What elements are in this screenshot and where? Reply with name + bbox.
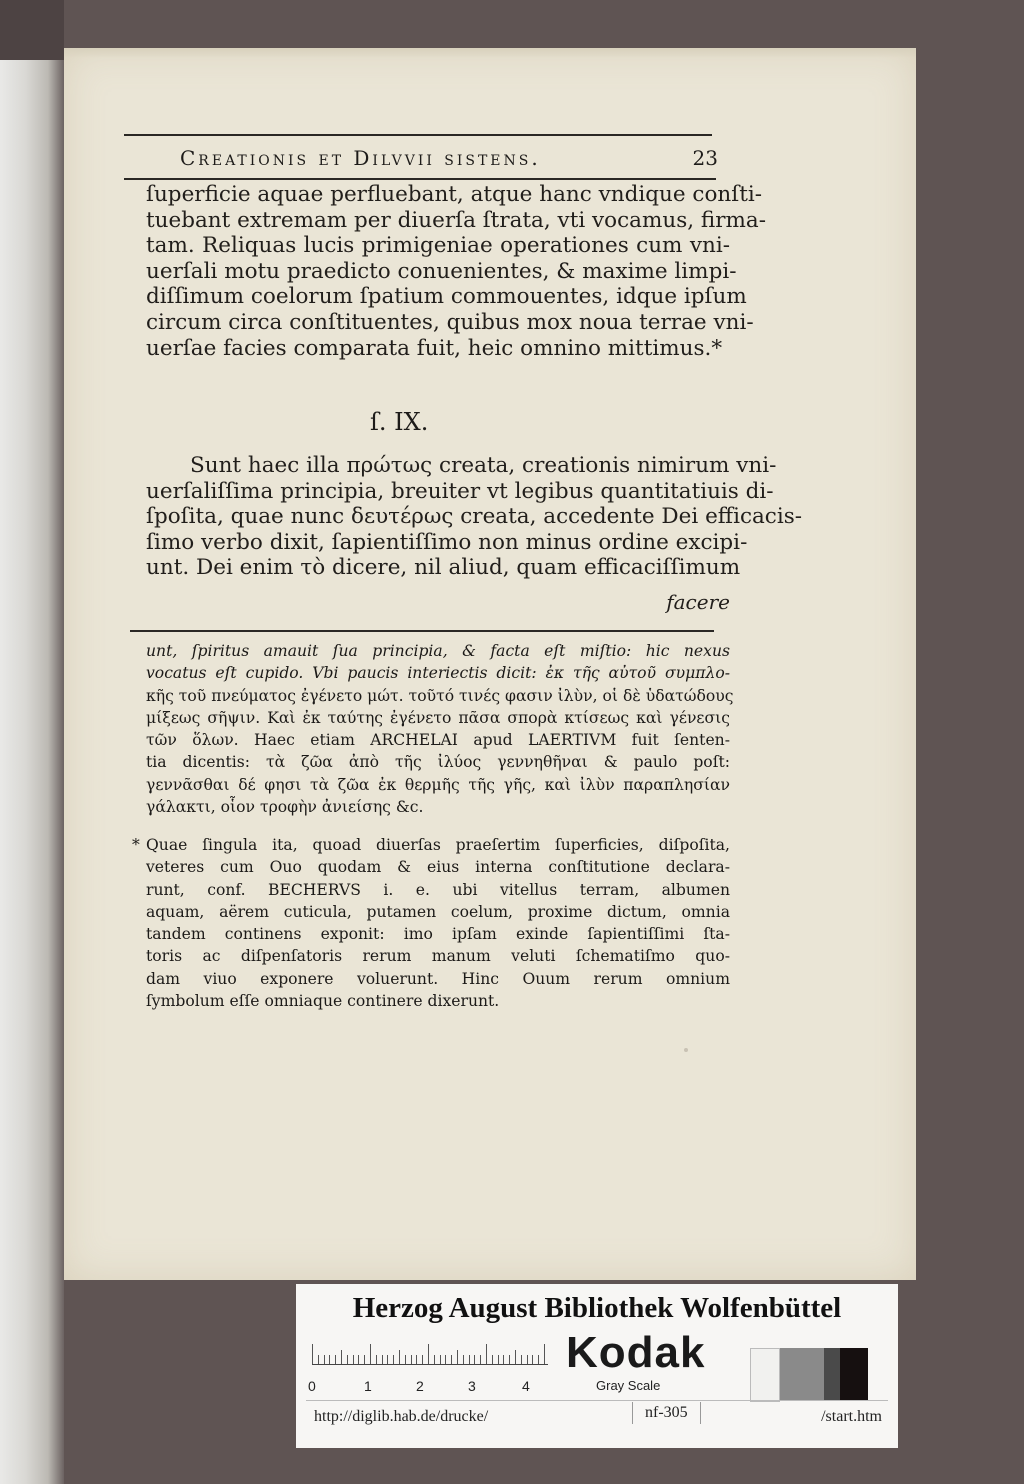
note-line: aquam, aërem cuticula, putamen coelum, proxime dictum, omnia xyxy=(146,902,730,921)
ruler-tick xyxy=(434,1355,435,1364)
ruler-tick xyxy=(376,1355,377,1364)
ruler-tick xyxy=(312,1344,313,1364)
ruler-tick xyxy=(498,1355,499,1364)
text-line: diſſimum coelorum ſpatium commouentes, idque ipſum xyxy=(146,284,747,310)
header-rule-bottom xyxy=(124,178,716,180)
page-number: 23 xyxy=(692,146,718,170)
text-line: unt. Dei enim τὸ dicere, nil aliud, quam efficaciſſimum xyxy=(146,555,741,581)
text-line: tuebant extremam per diuerſa ſtrata, vti vocamus, firma- xyxy=(146,207,767,233)
ruler-tick xyxy=(358,1355,359,1364)
note-line: vocatus eſt cupido. Vbi paucis interiectis dicit: ἐκ τῆς αὐτοῦ συμπλο- xyxy=(146,664,730,683)
text-line: circum circa conſtituentes, quibus mox noua terrae vni- xyxy=(146,309,754,335)
ruler-tick xyxy=(347,1355,348,1364)
scale-number: 3 xyxy=(468,1378,476,1394)
paper-speck xyxy=(684,1048,688,1052)
scale-number: 1 xyxy=(364,1378,372,1394)
ruler-tick xyxy=(469,1355,470,1364)
scale-number: 2 xyxy=(416,1378,424,1394)
gray-patch-white xyxy=(750,1348,780,1402)
ruler-tick xyxy=(445,1355,446,1364)
ruler-tick xyxy=(341,1350,342,1364)
ruler-tick xyxy=(329,1355,330,1364)
header-rule-top xyxy=(124,134,712,136)
note-line: unt, ſpiritus amauit ſua principia, & facta eſt miſtio: hic nexus xyxy=(146,642,730,660)
footnote-2 xyxy=(132,834,730,1012)
gray-patch-black xyxy=(840,1348,868,1400)
ruler-tick xyxy=(393,1355,394,1364)
ruler-tick xyxy=(387,1355,388,1364)
running-header xyxy=(120,142,720,178)
ruler-tick xyxy=(527,1355,528,1364)
footnote-rule xyxy=(130,630,714,632)
gray-scale-caption: Gray Scale xyxy=(596,1378,661,1393)
ruler-tick xyxy=(492,1355,493,1364)
note-line: dam viuo exponere voluerunt. Hinc Ouum rerum omnium xyxy=(146,969,730,988)
ruler-tick xyxy=(451,1355,452,1364)
running-title: Creationis et Dilvvii sistens. xyxy=(180,146,541,170)
text-line: ſuperficie aquae perfluebant, atque hanc vndique conſti- xyxy=(146,182,762,207)
ruler-tick xyxy=(480,1355,481,1364)
ruler-tick xyxy=(532,1355,533,1364)
text-line: uerſae facies comparata fuit, heic omnino mittimus.* xyxy=(146,335,723,361)
ruler-tick xyxy=(416,1355,417,1364)
library-url: http://diglib.hab.de/drucke/ xyxy=(314,1408,489,1425)
ruler-tick xyxy=(353,1355,354,1364)
note-line: Quae ſingula ita, quoad diuerſas praeſertim ſuperficies, diſpoſita, xyxy=(146,836,730,854)
paragraph-2 xyxy=(146,453,803,581)
text-line: Sunt haec illa πρώτως creata, creationis nimirum vni- xyxy=(190,453,777,478)
section-heading: ſ. IX. xyxy=(370,408,429,436)
ruler-tick xyxy=(457,1350,458,1364)
ruler-tick xyxy=(335,1355,336,1364)
page-edge-shadow xyxy=(64,48,916,58)
ruler-tick xyxy=(318,1355,319,1364)
scanner-background-corner xyxy=(0,0,64,60)
kodak-logo: Kodak xyxy=(566,1328,706,1377)
note-line: toris ac diſpenſatoris rerum manum veluti ſchematiſmo quo- xyxy=(146,947,730,966)
footnote-1 xyxy=(146,640,734,818)
ruler-tick xyxy=(503,1355,504,1364)
ruler-tick xyxy=(382,1355,383,1364)
ruler-tick xyxy=(486,1344,487,1364)
note-line: runt, conf. BECHERVS i. e. ubi vitellus terram, albumen xyxy=(146,880,730,899)
ruler-tick xyxy=(428,1344,429,1364)
measurement-ruler xyxy=(312,1344,548,1365)
ruler-tick xyxy=(474,1355,475,1364)
ruler-tick xyxy=(521,1355,522,1364)
gray-patch-dark xyxy=(824,1348,840,1400)
ruler-tick xyxy=(463,1355,464,1364)
library-scan-label xyxy=(296,1284,898,1448)
text-line: ſimo verbo dixit, ſapientiſſimo non minus ordine excipi- xyxy=(146,529,748,555)
note-line: tandem continens exponit: imo ipſam exinde ſapientiſſimi ſta- xyxy=(146,925,730,944)
start-url: /start.htm xyxy=(821,1408,882,1425)
note-line: τῶν ὅλων. Haec etiam ARCHELAI apud LAERTIVM fuit ſenten- xyxy=(146,731,730,750)
ruler-tick xyxy=(515,1350,516,1364)
ruler-tick xyxy=(324,1355,325,1364)
footnote-marker: * xyxy=(132,836,140,854)
ruler-tick xyxy=(440,1355,441,1364)
ruler-tick xyxy=(399,1350,400,1364)
scanner-background-left xyxy=(0,0,64,1484)
text-line: ſpoſita, quae nunc δευτέρως creata, accedente Dei efficacis- xyxy=(146,504,803,530)
paragraph-1 xyxy=(146,182,767,361)
ruler-tick xyxy=(411,1355,412,1364)
ruler-tick xyxy=(364,1355,365,1364)
ruler-tick xyxy=(509,1355,510,1364)
ruler-tick xyxy=(370,1344,371,1364)
scale-number: 0 xyxy=(308,1378,316,1394)
text-line: tam. Reliquas lucis primigeniae operationes cum vni- xyxy=(146,233,730,259)
note-line: γεννᾶσθαι δέ φησι τὰ ζῶα ἐκ θερμῆς τῆς γῆς, καὶ ἰλὺν παραπλησίαν xyxy=(146,775,730,794)
text-line: uerſali motu praedicto conuenientes, & maxime limpi- xyxy=(146,258,737,284)
note-line: ſymbolum eſſe omniaque continere dixerunt. xyxy=(146,992,500,1011)
note-line: tia dicentis: τὰ ζῶα ἀπὸ τῆς ἰλύος γεννηθῆναι & paulo poſt: xyxy=(146,753,730,772)
scale-number: 4 xyxy=(522,1378,530,1394)
ruler-tick xyxy=(405,1355,406,1364)
note-line: γάλακτι, οἷον τροφὴν ἀνιείσης &c. xyxy=(146,798,424,817)
ruler-tick xyxy=(544,1344,545,1364)
catchword: facere xyxy=(666,590,730,614)
ruler-tick xyxy=(422,1355,423,1364)
library-name: Herzog August Bibliothek Wolfenbüttel xyxy=(352,1292,842,1324)
label-divider xyxy=(306,1400,888,1401)
note-line: veteres cum Ouo quodam & eius interna conſtitutione declara- xyxy=(146,858,730,877)
note-line: κῆς τοῦ πνεύματος ἐγένετο μώτ. τοῦτό τινές φασιν ἰλὺν, οἱ δὲ ὑδατώδους xyxy=(146,686,734,705)
shelf-code: nf-305 xyxy=(632,1402,701,1424)
text-line: uerſaliſſima principia, breuiter vt legibus quantitatiuis di- xyxy=(146,478,774,504)
ruler-tick xyxy=(538,1355,539,1364)
gray-patch-mid xyxy=(780,1348,824,1400)
note-line: μίξεως σῆψιν. Καὶ ἐκ ταύτης ἐγένετο πᾶσα σπορὰ κτίσεως καὶ γένεσις xyxy=(146,708,730,727)
